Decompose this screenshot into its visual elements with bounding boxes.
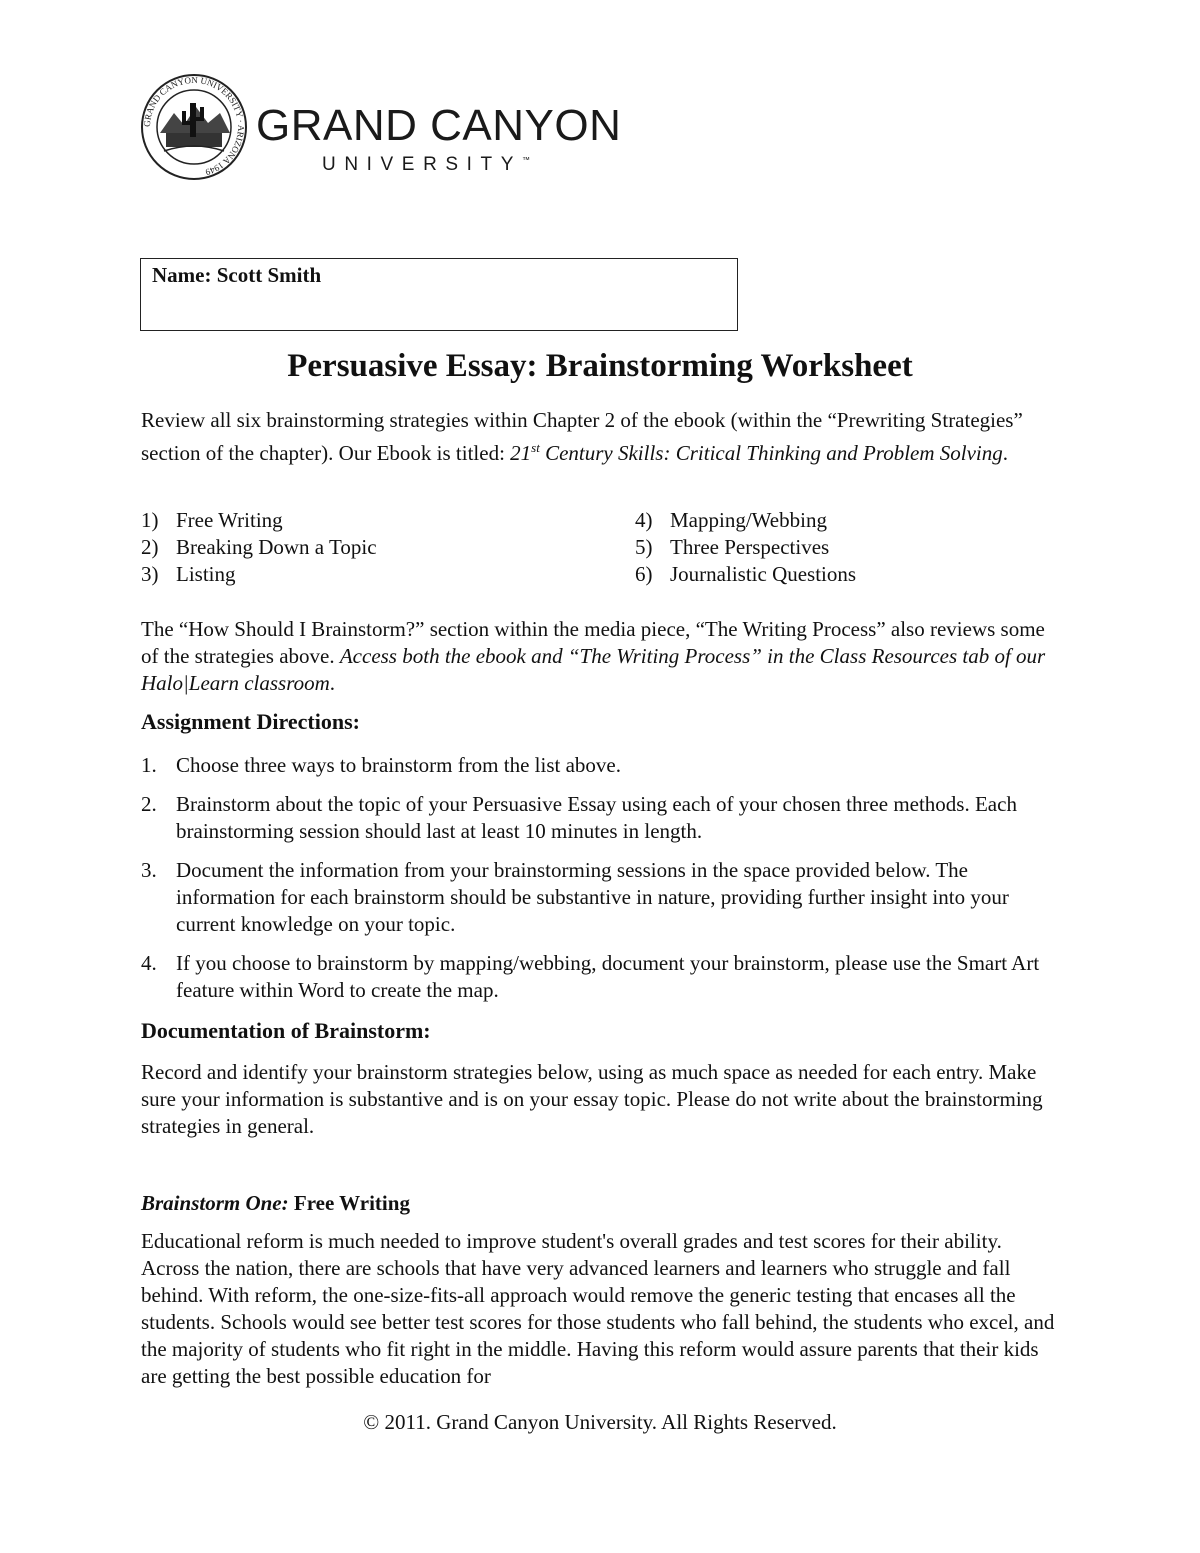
name-box: [140, 258, 738, 331]
direction-item: 4. If you choose to brainstorm by mapping/webbing, document your brainstorm, please use the Smart Art feature within Word to create the map.: [141, 951, 1040, 1002]
logo-wordmark-line2: [322, 155, 530, 174]
direction-item: 3. Document the information from your brainstorming sessions in the space provided below. The information for each brainstorm should be substantive in nature, providing further insight into your current knowledge on your topic.: [141, 858, 1009, 936]
brainstorm-one-label: Brainstorm One:: [141, 1191, 289, 1215]
brainstorm-one-text: Educational reform is much needed to improve student's overall grades and test scores for their ability. Across the nation, there are schools that have very advanced learners and learners who struggle and fall behind. With reform, the one-size-fits-all approach would remove the generic testing that encases all the students. Schools would see better test scores for those students who fall behind, the students who excel, and the majority of students who fit right in the middle. Having this reform would assure parents that their kids are getting the best possible education for: [141, 1229, 1055, 1388]
seal-text: GRAND CANYON UNIVERSITY · ARIZONA 1949: [141, 74, 247, 178]
logo-university: UNIVERSITY: [322, 154, 523, 175]
assignment-heading: Assignment Directions:: [141, 709, 360, 734]
trademark-symbol: ™: [522, 155, 531, 165]
list-item: 5) Three Perspectives: [635, 535, 830, 559]
university-seal-logo: [140, 73, 248, 181]
documentation-heading: Documentation of Brainstorm:: [141, 1018, 431, 1043]
strategies-list-right: [635, 507, 1055, 588]
strategies-list-left: [141, 507, 591, 588]
list-item: 1) Free Writing: [141, 508, 283, 532]
media-paragraph: The “How Should I Brainstorm?” section within the media piece, “The Writing Process” also reviews some of the strategies above. Access both the ebook and “The Writing Process” in the Class Resources tab of our Halo|Learn classroom.: [141, 617, 1046, 695]
list-item: 4) Mapping/Webbing: [635, 508, 827, 532]
list-item: 6) Journalistic Questions: [635, 562, 857, 586]
list-item: 2) Breaking Down a Topic: [141, 535, 377, 559]
brainstorm-one-heading: [141, 1190, 1061, 1217]
copyright-footer: © 2011. Grand Canyon University. All Rights Reserved.: [363, 1410, 837, 1434]
intro-text: Review all six brainstorming strategies within Chapter 2 of the ebook (within the “Prewriting Strategies” section of the chapter). Our Ebook is titled:: [141, 408, 1023, 465]
documentation-text: Record and identify your brainstorm strategies below, using as much space as needed for each entry. Make sure your information is substantive and is on your essay topic. Please do not write about the brainstorming strategies in general.: [141, 1060, 1043, 1138]
intro-paragraph: Review all six brainstorming strategies within Chapter 2 of the ebook (within the “Prewriting Strategies” section of the chapter). Our Ebook is titled: 21st Century Skills: Critical Thinking and Problem Solving.: [141, 408, 1023, 465]
direction-item: 2. Brainstorm about the topic of your Persuasive Essay using each of your chosen three methods. Each brainstorming session should last at least 10 minutes in length.: [141, 792, 1017, 843]
page-title: Persuasive Essay: Brainstorming Worksheet: [287, 348, 913, 384]
logo-wordmark-line1: GRAND CANYON: [256, 101, 622, 150]
ebook-title: 21st Century Skills: Critical Thinking and Problem Solving: [510, 440, 1003, 465]
student-name: Name: Scott Smith: [152, 263, 322, 287]
access-instructions: Access both the ebook and “The Writing Process” in the Class Resources tab of our Halo|Learn classroom: [141, 644, 1046, 695]
list-item: 3) Listing: [141, 562, 236, 586]
brainstorm-one-method: Free Writing: [288, 1191, 410, 1215]
direction-item: 1. Choose three ways to brainstorm from the list above.: [141, 753, 621, 777]
